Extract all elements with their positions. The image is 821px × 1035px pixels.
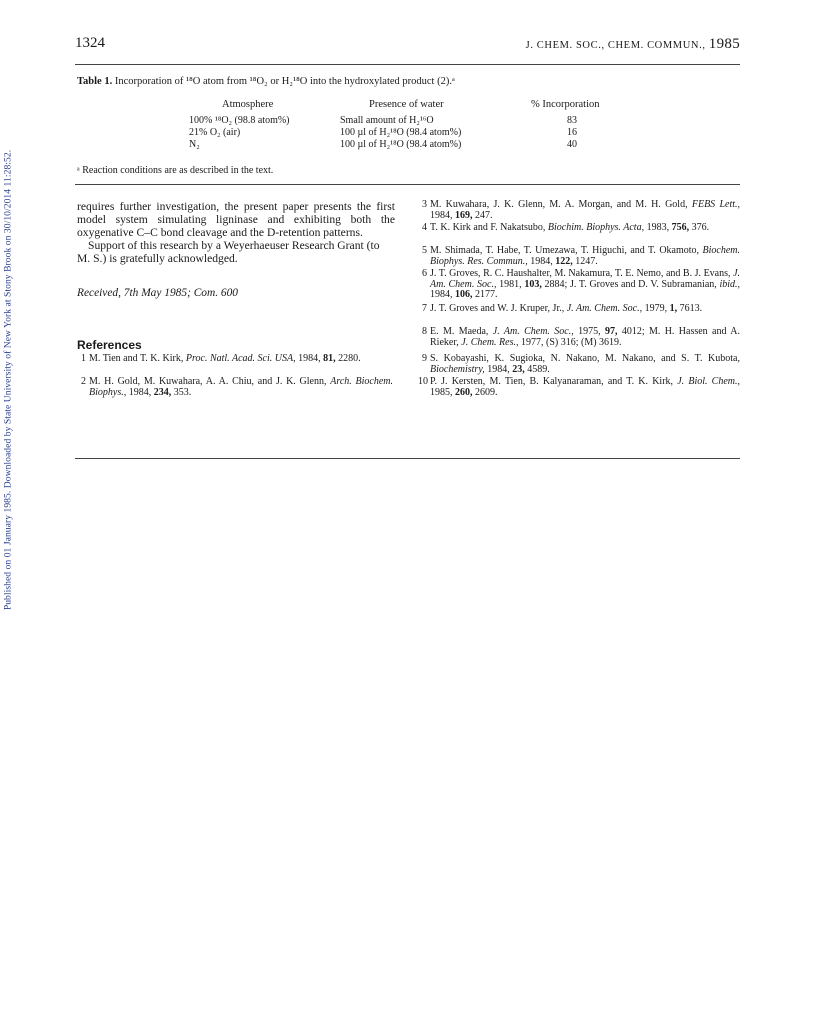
table-row-2-incorporation: 16 (567, 127, 577, 138)
table-row-2-water: 100 µl of H₂¹⁸O (98.4 atom%) (340, 127, 462, 138)
download-notice: Published on 01 January 1985. Downloaded by State University of New York at Stony Brook on 30/10/2014 11:28:52. (2, 149, 14, 611)
table-label: Table 1. (77, 76, 113, 87)
body-paragraph-2: Support of this research by a Weyerhaeuser Research Grant (to M. S.) is gratefully acknowledged. (77, 239, 380, 265)
reference-9: 9 S. Kobayashi, K. Sugioka, N. Nakano, M. Nakano, and S. T. Kubota, Biochemistry, 1984, 23, 4589. (418, 354, 740, 375)
download-sidebar (1, 140, 15, 620)
page-number: 1324 (75, 35, 105, 51)
reference-6: 6 J. T. Groves, R. C. Haushalter, M. Nakamura, T. E. Nemo, and B. J. Evans, J. Am. Chem. Soc., 1981, 103, 2884; J. T. Groves and D. V. Subramanian, ibid., 1984, 106, 2177. (418, 269, 740, 301)
journal-title (526, 36, 740, 53)
reference-number: 10 (418, 376, 428, 387)
reference-10: 10 P. J. Kersten, M. Tien, B. Kalyanaraman, and T. K. Kirk, J. Biol. Chem., 1985, 260, 2609. (418, 376, 741, 398)
table-caption (77, 76, 455, 87)
reference-number: 7 (422, 303, 427, 314)
reference-number: 4 (422, 222, 427, 233)
reference-number: 2 (81, 376, 86, 387)
table-row-3-incorporation: 40 (567, 139, 577, 150)
col-header-water: Presence of water (369, 99, 444, 110)
reference-number: 5 (422, 245, 427, 256)
table-footnote: ᵃ Reaction conditions are as described in the text. (77, 165, 274, 176)
reference-8: 8 E. M. Maeda, J. Am. Chem. Soc., 1975, 97, 4012; M. H. Hassen and A. Rieker, J. Chem. Res., 1977, (S) 316; (M) 3619. (418, 327, 740, 348)
footer-rule (75, 458, 740, 459)
reference-number: 1 (81, 353, 86, 364)
table-row-1-incorporation: 83 (567, 115, 577, 126)
table-caption-text: Incorporation of ¹⁸O atom from ¹⁸O₂ or H₂¹⁸O into the hydroxylated product (2).ᵃ (114, 76, 455, 87)
reference-7: 7 J. T. Groves and W. J. Kruper, Jr., J. Am. Chem. Soc., 1979, 1, 7613. (418, 304, 740, 325)
journal-year: 1985 (708, 36, 740, 52)
table-row-2-atmosphere: 21% O₂ (air) (189, 127, 241, 138)
body-paragraph-1: requires further investigation, the present paper presents the first model system simulating ligninase and exhibiting both the oxygenative C–C bond cleavage and the D-retention patterns. (77, 200, 395, 239)
reference-number: 6 (422, 268, 427, 279)
reference-number: 9 (422, 353, 427, 364)
reference-3: 3 M. Kuwahara, J. K. Glenn, M. A. Morgan, and M. H. Gold, FEBS Lett., 1984, 169, 247. (418, 200, 740, 221)
col-header-incorporation: % Incorporation (531, 99, 600, 110)
table-rule (75, 184, 740, 185)
col-header-atmosphere: Atmosphere (222, 99, 274, 110)
table-row-1-atmosphere: 100% ¹⁸O₂ (98.8 atom%) (189, 115, 290, 126)
reference-5: 5 M. Shimada, T. Habe, T. Umezawa, T. Higuchi, and T. Okamoto, Biochem. Biophys. Res. Commun., 1984, 122, 1247. (418, 246, 740, 267)
reference-2: 2 M. H. Gold, M. Kuwahara, A. A. Chiu, and J. K. Glenn, Arch. Biochem. Biophys., 1984, 234, 353. (77, 377, 393, 398)
table-row-1-water: Small amount of H₂¹⁶O (340, 115, 434, 126)
body-text (77, 200, 395, 265)
page-header (75, 35, 740, 55)
received-date: Received, 7th May 1985; Com. 600 (77, 287, 239, 299)
reference-1: 1 M. Tien and T. K. Kirk, Proc. Natl. Acad. Sci. USA, 1984, 81, 2280. (77, 354, 393, 375)
table-row-3-atmosphere: N₂ (189, 139, 200, 150)
journal-name: J. CHEM. SOC., CHEM. COMMUN., (525, 40, 706, 51)
reference-number: 8 (422, 326, 427, 337)
reference-number: 3 (422, 199, 427, 210)
references-heading: References (77, 338, 142, 352)
header-rule (75, 64, 740, 65)
table-row-3-water: 100 µl of H₂¹⁸O (98.4 atom%) (340, 139, 462, 150)
reference-4: 4 T. K. Kirk and F. Nakatsubo, Biochim. Biophys. Acta, 1983, 756, 376. (418, 223, 740, 244)
